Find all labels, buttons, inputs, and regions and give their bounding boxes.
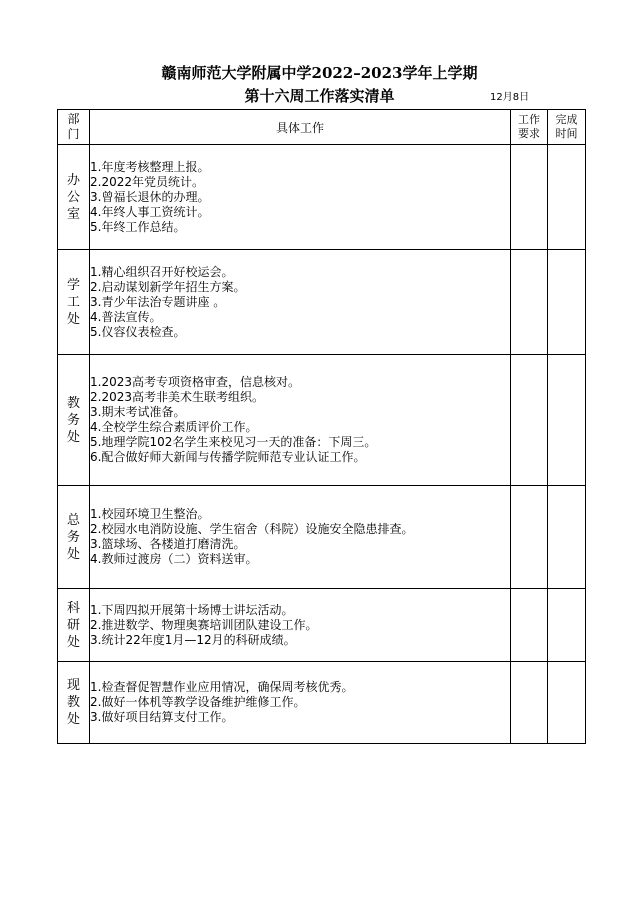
table-row: [58, 662, 586, 744]
task-item: 3.篮球场、各楼道打磨清洗。: [90, 537, 246, 551]
task-item: 3.青少年法治专题讲座 。: [90, 294, 226, 309]
task-item: 1.2023高考专项资格审查，信息核对。: [90, 375, 300, 389]
dept-general-affairs: 总 务 处: [58, 486, 90, 589]
task-item: 1.下周四拟开展第十场博士讲坛活动。: [90, 602, 294, 617]
task-item: 5.年终工作总结。: [90, 219, 186, 234]
task-item: 5.仪容仪表检查。: [90, 324, 186, 339]
completion-cell: [548, 145, 586, 250]
dept-student-affairs: 学 工 处: [58, 250, 90, 355]
requirement-cell: [511, 355, 548, 486]
header-completion: 完成 时间: [548, 110, 586, 145]
task-item: 4.年终人事工资统计。: [90, 204, 210, 219]
task-item: 2.校园水电消防设施、学生宿舍（科院）设施安全隐患排查。: [90, 522, 414, 536]
task-item: 4.普法宣传。: [90, 309, 162, 324]
dept-office: 办 公 室: [58, 145, 90, 250]
requirement-cell: [511, 145, 548, 250]
dept-research: 科 研 处: [58, 589, 90, 662]
task-item: 1.精心组织召开好校运会。: [90, 264, 234, 279]
task-item: 3.做好项目结算支付工作。: [90, 710, 234, 724]
task-list: [90, 250, 511, 355]
table-row: [58, 250, 586, 355]
task-item: 1.校园环境卫生整治。: [90, 507, 210, 521]
task-item: 2.2023高考非美术生联考组织。: [90, 390, 264, 404]
requirement-cell: [511, 589, 548, 662]
task-item: 6.配合做好师大新闻与传播学院师范专业认证工作。: [90, 450, 366, 464]
completion-cell: [548, 589, 586, 662]
task-item: 2.启动谋划新学年招生方案。: [90, 279, 246, 294]
task-item: 3.统计22年度1月—12月的科研成绩。: [90, 632, 296, 647]
table-row: [58, 145, 586, 250]
task-item: 2.推进数学、物理奥赛培训团队建设工作。: [90, 617, 318, 632]
completion-cell: [548, 250, 586, 355]
requirement-cell: [511, 486, 548, 589]
task-item: 1.检查督促智慧作业应用情况，确保周考核优秀。: [90, 680, 354, 694]
task-item: 4.教师过渡房（二）资料送审。: [90, 552, 258, 566]
task-item: 3.曾福长退休的办理。: [90, 189, 210, 204]
dept-modern-education: 现 教 处: [58, 662, 90, 744]
header-dept: 部 门: [58, 110, 90, 145]
task-item: 2.2022年党员统计。: [90, 174, 204, 189]
table-row: [58, 486, 586, 589]
document-date: 12月8日: [490, 92, 530, 103]
task-list: [90, 355, 511, 486]
requirement-cell: [511, 662, 548, 744]
requirement-cell: [511, 250, 548, 355]
document-subtitle: 第十六周工作落实清单: [244, 87, 395, 105]
table-row: [58, 355, 586, 486]
task-list: [90, 662, 511, 744]
work-checklist-table: [57, 109, 586, 744]
header-row: [58, 110, 586, 145]
task-item: 2.做好一体机等教学设备维护维修工作。: [90, 695, 306, 709]
task-list: [90, 486, 511, 589]
task-item: 5.地理学院102名学生来校见习一天的准备：下周三。: [90, 435, 377, 449]
task-item: 1.年度考核整理上报。: [90, 159, 210, 174]
header-work: 具体工作: [90, 110, 511, 145]
table-row: [58, 589, 586, 662]
header-requirement: 工作 要求: [511, 110, 548, 145]
task-item: 3.期末考试准备。: [90, 405, 186, 419]
task-list: [90, 589, 511, 662]
dept-academic-affairs: 教 务 处: [58, 355, 90, 486]
task-list: [90, 145, 511, 250]
completion-cell: [548, 662, 586, 744]
completion-cell: [548, 486, 586, 589]
document-title: 赣南师范大学附属中学2022–2023学年上学期: [161, 64, 478, 82]
task-item: 4.全校学生综合素质评价工作。: [90, 420, 258, 434]
completion-cell: [548, 355, 586, 486]
